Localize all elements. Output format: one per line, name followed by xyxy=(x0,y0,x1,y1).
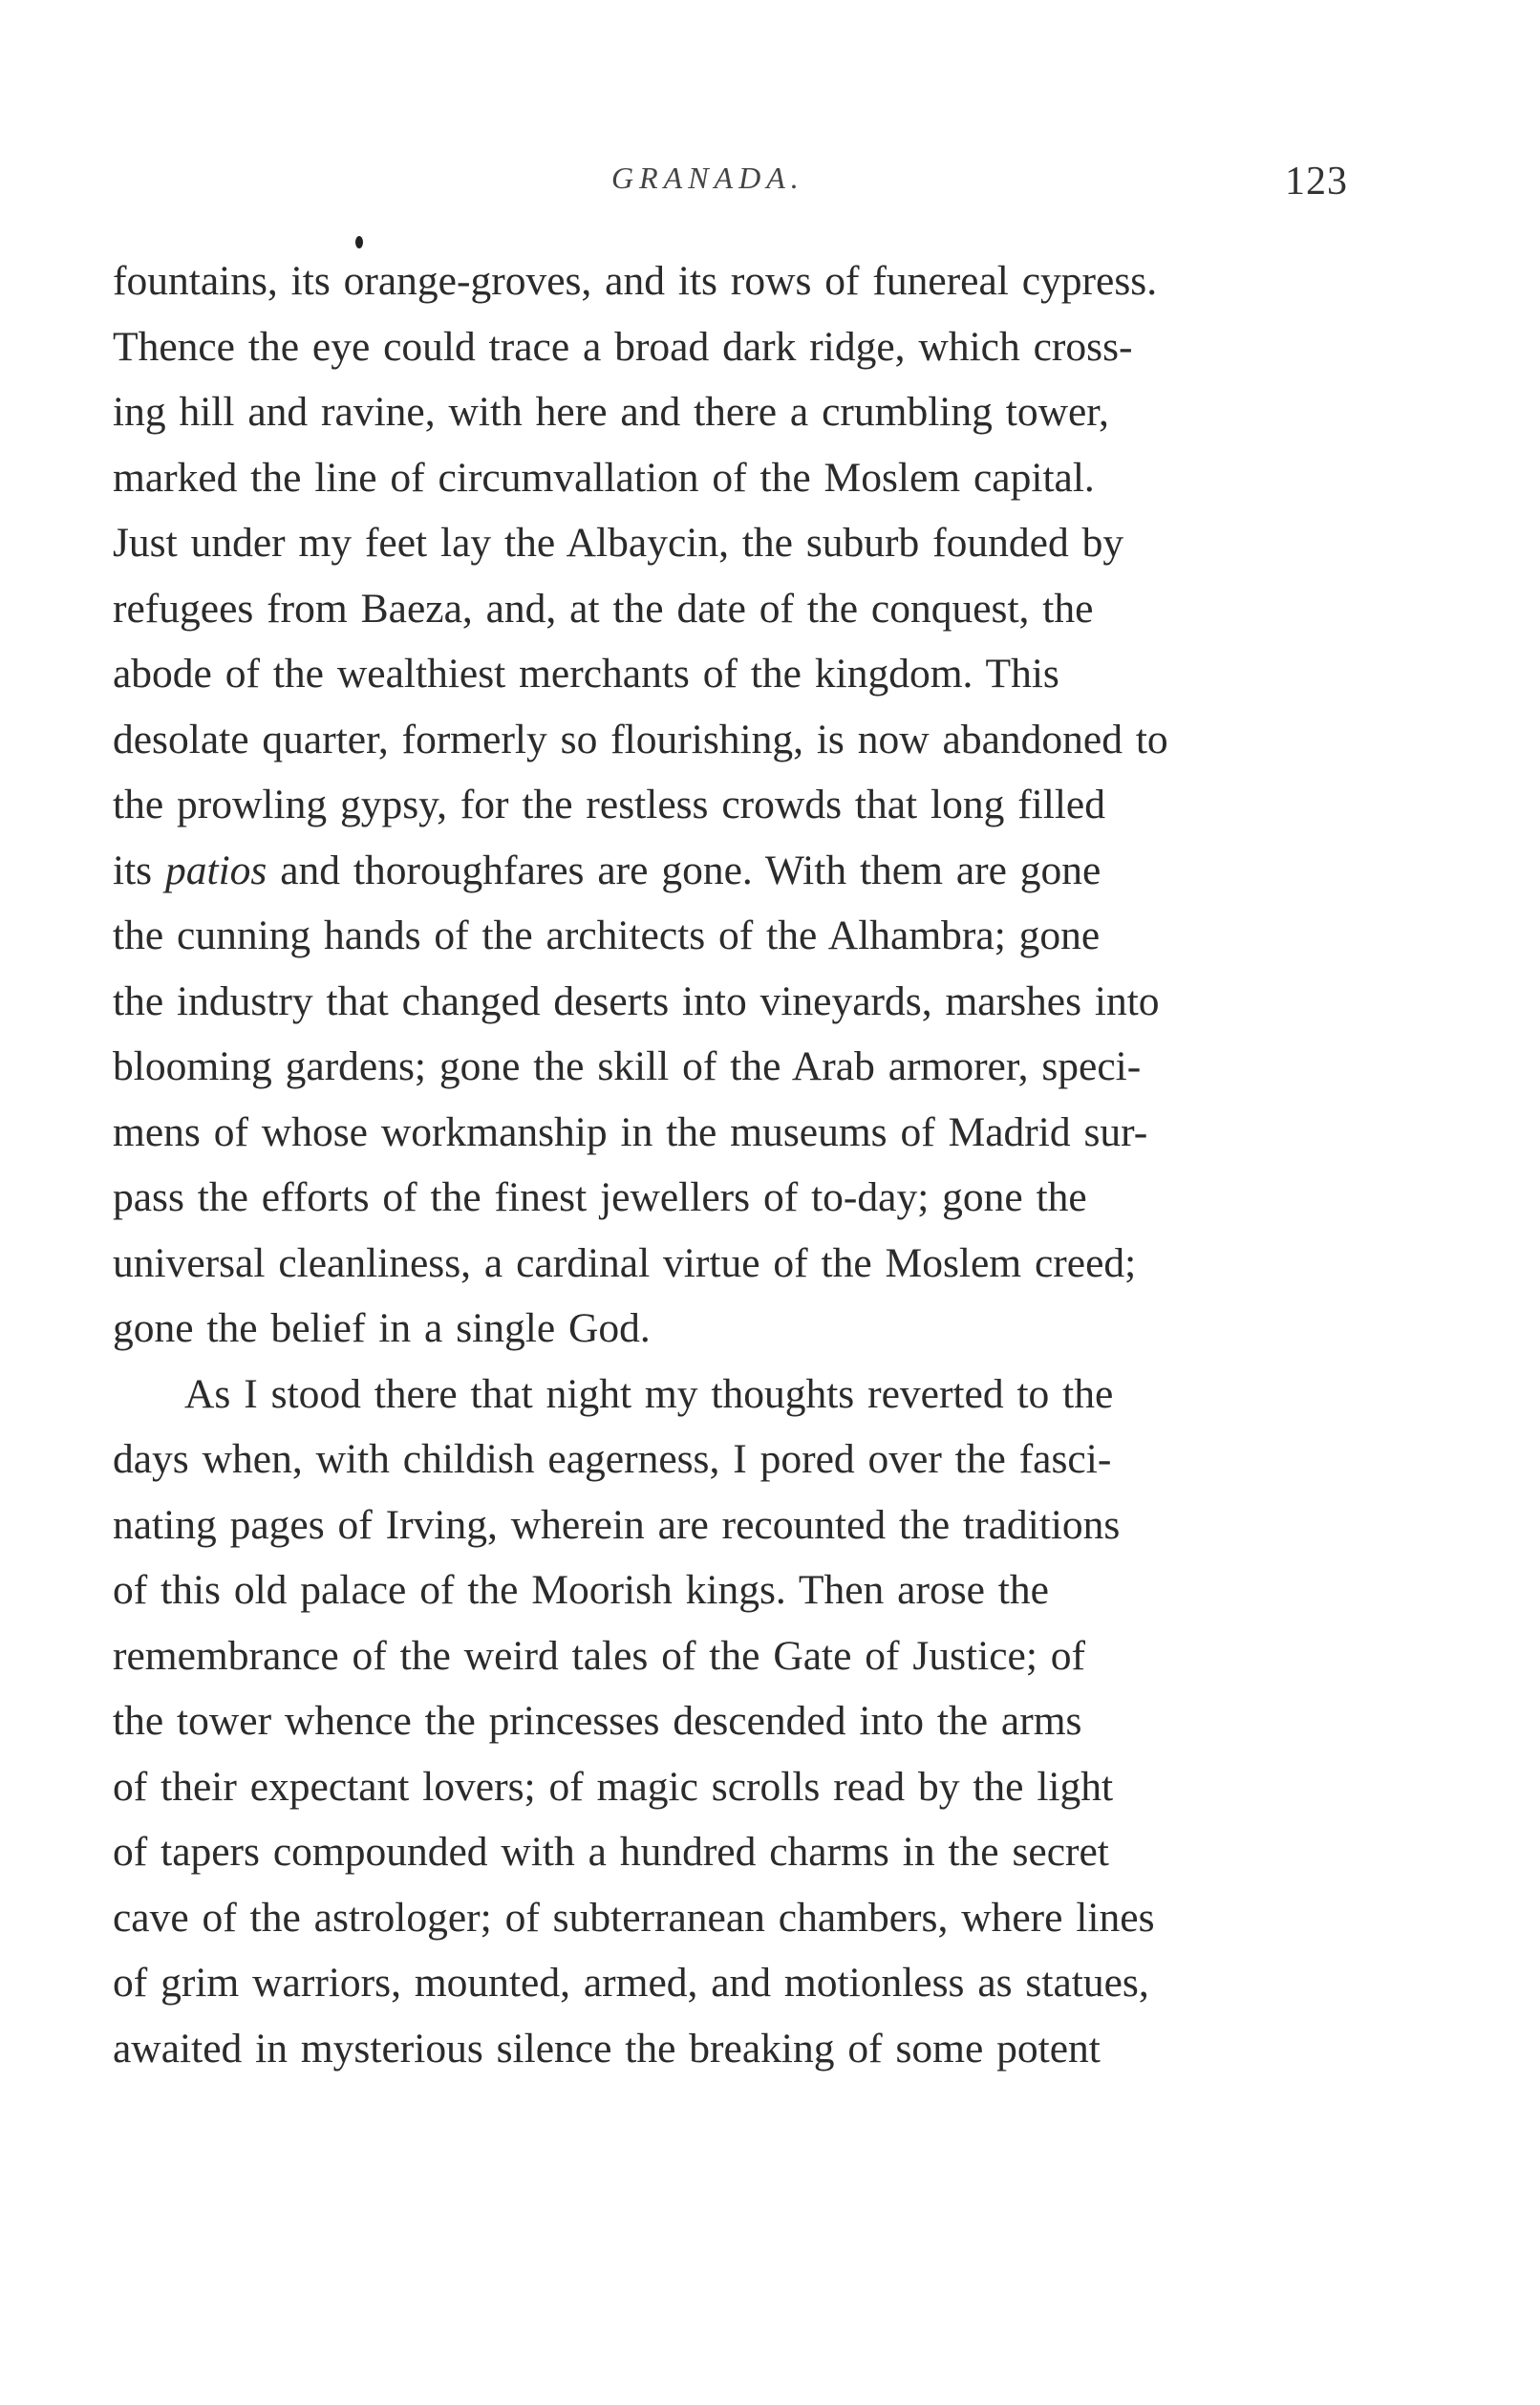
text-line: fountains, its orange-groves, and its rows of funereal cypress. xyxy=(113,258,1158,304)
ink-speck xyxy=(355,236,363,248)
paragraph-start-line: As I stood there that night my thoughts reverted to the xyxy=(184,1370,1114,1417)
text-line-with-italic xyxy=(113,838,1402,904)
text-line: Just under my feet lay the Albaycin, the suburb founded by xyxy=(113,520,1124,566)
body-text xyxy=(113,248,1402,2081)
italic-word-patios: patios xyxy=(164,847,267,893)
text-line: blooming gardens; gone the skill of the Arab armorer, speci- xyxy=(113,1043,1142,1089)
text-line: universal cleanliness, a cardinal virtue of the Moslem creed; xyxy=(113,1239,1137,1286)
text-line: of this old palace of the Moorish kings. Then arose the xyxy=(113,1567,1049,1613)
text-line: of tapers compounded with a hundred charms in the secret xyxy=(113,1829,1109,1875)
page-number: 123 xyxy=(1285,160,1348,204)
text-line: the prowling gypsy, for the restless crowds that long filled xyxy=(113,782,1105,827)
text-line: remembrance of the weird tales of the Gate of Justice; of xyxy=(113,1632,1086,1679)
text-line: awaited in mysterious silence the breaking of some potent xyxy=(113,2025,1101,2072)
running-head xyxy=(0,153,1540,210)
text-line: mens of whose workmanship in the museums of Madrid sur- xyxy=(113,1108,1148,1155)
line-segment: and thoroughfares are gone. With them are gone xyxy=(267,847,1102,893)
line-segment: its xyxy=(113,847,165,893)
text-line: pass the efforts of the finest jewellers of to-day; gone the xyxy=(113,1174,1087,1220)
running-title: GRANADA. xyxy=(611,161,804,195)
text-line: nating pages of Irving, wherein are recounted the traditions xyxy=(113,1501,1121,1548)
text-line: desolate quarter, formerly so flourishing, is now abandoned to xyxy=(113,716,1168,762)
text-line: the industry that changed deserts into vineyards, marshes into xyxy=(113,977,1160,1024)
text-line: ing hill and ravine, with here and there a crumbling tower, xyxy=(113,389,1109,435)
text-line: gone the belief in a single God. xyxy=(113,1305,651,1351)
text-line: days when, with childish eagerness, I pored over the fasci- xyxy=(113,1436,1112,1482)
text-line: the cunning hands of the architects of the Alhambra; gone xyxy=(113,913,1101,958)
text-line: of grim warriors, mounted, armed, and motionless as statues, xyxy=(113,1960,1149,2006)
text-line: abode of the wealthiest merchants of the kingdom. This xyxy=(113,651,1059,697)
text-line: the tower whence the princesses descended into the arms xyxy=(113,1698,1082,1744)
text-line: refugees from Baeza, and, at the date of the conquest, the xyxy=(113,585,1094,632)
text-line: cave of the astrologer; of subterranean chambers, where lines xyxy=(113,1894,1155,1941)
text-line: Thence the eye could trace a broad dark ridge, which cross- xyxy=(113,323,1133,370)
text-line: of their expectant lovers; of magic scrolls read by the light xyxy=(113,1763,1114,1810)
text-line: marked the line of circumvallation of the Moslem capital. xyxy=(113,454,1095,501)
